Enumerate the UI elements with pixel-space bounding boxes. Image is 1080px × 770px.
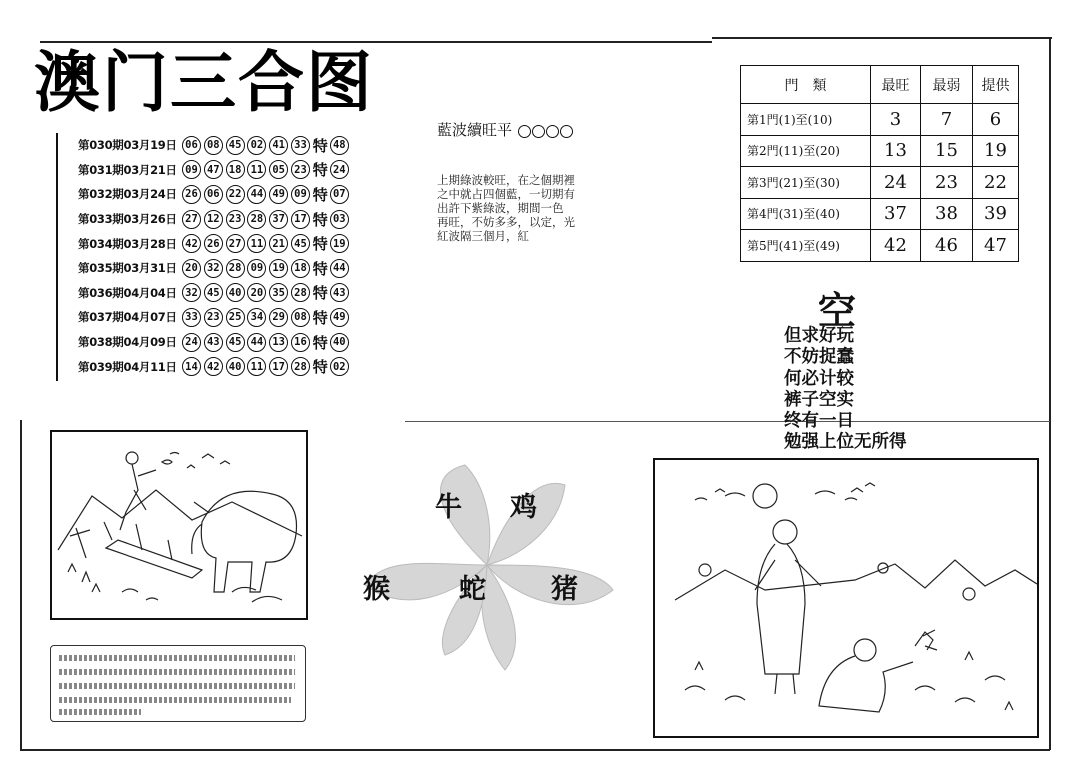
special-number-ball: 49	[330, 308, 349, 327]
draw-number-ball: 45	[226, 333, 245, 352]
draw-number-ball: 28	[226, 259, 245, 278]
special-marker: 特	[312, 136, 328, 155]
draw-period-label: 第036期04月04日	[78, 285, 177, 300]
doors-cell: 24	[871, 167, 921, 199]
draw-number-ball: 29	[269, 308, 288, 327]
draw-row	[78, 158, 349, 183]
doors-cell: 3	[871, 104, 921, 136]
doors-cell: 39	[973, 198, 1019, 230]
draw-number-ball: 09	[182, 160, 201, 179]
ox-plough-illustration	[50, 430, 308, 620]
draw-number-ball: 05	[269, 160, 288, 179]
poem-line: 不妨捉蠢	[784, 347, 854, 368]
special-number-ball: 24	[330, 160, 349, 179]
draw-number-ball: 08	[204, 136, 223, 155]
special-number-ball: 03	[330, 210, 349, 229]
draw-number-ball: 20	[247, 283, 266, 302]
ox-plough-drawing	[52, 432, 306, 618]
draw-number-ball: 18	[226, 160, 245, 179]
doors-cell: 19	[973, 135, 1019, 167]
draw-period-label: 第033期03月26日	[78, 212, 177, 227]
doors-row-label: 第3門(21)至(30)	[741, 167, 871, 199]
doors-cell: 38	[921, 198, 973, 230]
poem-line: 终有一日	[784, 411, 854, 432]
doors-cell: 15	[921, 135, 973, 167]
draw-row	[78, 182, 349, 207]
frame-bottom-line	[20, 749, 1050, 751]
draw-number-ball: 18	[291, 259, 310, 278]
doors-row	[741, 135, 1019, 167]
draw-number-ball: 33	[182, 308, 201, 327]
draw-number-ball: 12	[204, 210, 223, 229]
figures-field-drawing	[655, 460, 1037, 736]
faded-text-texture	[51, 646, 303, 719]
wave-line: 再旺，不妨多多，以定，光	[437, 215, 575, 229]
special-marker: 特	[312, 308, 328, 327]
doors-cell: 13	[871, 135, 921, 167]
special-number-ball: 43	[330, 283, 349, 302]
draw-number-ball: 32	[182, 283, 201, 302]
doors-row-label: 第4門(31)至(40)	[741, 198, 871, 230]
figures-field-illustration	[653, 458, 1039, 738]
draw-period-label: 第037期04月07日	[78, 310, 177, 325]
draw-number-ball: 23	[291, 160, 310, 179]
special-number-ball: 07	[330, 185, 349, 204]
special-marker: 特	[312, 284, 328, 303]
draw-number-ball: 40	[226, 283, 245, 302]
draw-number-ball: 13	[269, 333, 288, 352]
frame-top-right-line	[712, 37, 1052, 39]
doors-row	[741, 198, 1019, 230]
wave-line: 之中就占四個藍，一切期有	[437, 187, 575, 201]
doors-cell: 47	[973, 230, 1019, 262]
special-marker: 特	[312, 210, 328, 229]
draw-number-ball: 11	[247, 160, 266, 179]
doors-row	[741, 167, 1019, 199]
draw-number-ball: 19	[269, 259, 288, 278]
draw-row	[78, 330, 349, 355]
wave-line: 上期綠波較旺，在之個期裡	[437, 173, 575, 187]
draw-number-ball: 28	[291, 283, 310, 302]
draw-number-ball: 27	[226, 234, 245, 253]
frame-mid-line	[405, 421, 1050, 422]
special-number-ball: 44	[330, 259, 349, 278]
draw-number-ball: 37	[269, 210, 288, 229]
special-marker: 特	[312, 161, 328, 180]
draw-number-ball: 43	[204, 333, 223, 352]
doors-cell: 6	[973, 104, 1019, 136]
draw-number-ball: 42	[204, 357, 223, 376]
frame-left-line	[20, 420, 22, 750]
zodiac-pig: 猪	[551, 574, 578, 605]
draw-period-label: 第035期03月31日	[78, 261, 177, 276]
flower-petals	[355, 455, 620, 675]
draw-number-ball: 33	[291, 136, 310, 155]
doors-header: 最弱	[921, 66, 973, 104]
draw-number-ball: 40	[226, 357, 245, 376]
special-marker: 特	[312, 235, 328, 254]
special-number-ball: 48	[330, 136, 349, 155]
draw-period-label: 第039期04月11日	[78, 359, 177, 374]
doors-table	[740, 65, 1019, 262]
draw-number-ball: 06	[182, 136, 201, 155]
draw-period-label: 第030期03月19日	[78, 138, 177, 153]
doors-cell: 22	[973, 167, 1019, 199]
doors-cell: 46	[921, 230, 973, 262]
draw-period-label: 第032期03月24日	[78, 187, 177, 202]
poem-line: 勉强上位无所得	[784, 432, 907, 453]
draw-number-ball: 23	[204, 308, 223, 327]
draw-number-ball: 14	[182, 357, 201, 376]
draw-number-ball: 11	[247, 234, 266, 253]
draw-results-list	[56, 133, 374, 381]
zodiac-monkey: 猴	[363, 574, 390, 605]
mini-ball-icon	[546, 125, 559, 138]
zodiac-flower	[355, 455, 620, 675]
draw-number-ball: 27	[182, 210, 201, 229]
special-marker: 特	[312, 259, 328, 278]
draw-number-ball: 32	[204, 259, 223, 278]
draw-period-label: 第038期04月09日	[78, 335, 177, 350]
draw-number-ball: 28	[291, 357, 310, 376]
draw-number-ball: 17	[269, 357, 288, 376]
special-number-ball: 40	[330, 333, 349, 352]
draw-number-ball: 45	[226, 136, 245, 155]
mini-ball-icon	[532, 125, 545, 138]
draw-number-ball: 24	[182, 333, 201, 352]
draw-number-ball: 47	[204, 160, 223, 179]
draw-number-ball: 44	[247, 333, 266, 352]
draw-number-ball: 09	[291, 185, 310, 204]
draw-number-ball: 23	[226, 210, 245, 229]
draw-number-ball: 16	[291, 333, 310, 352]
draw-number-ball: 28	[247, 210, 266, 229]
doors-cell: 42	[871, 230, 921, 262]
draw-row	[78, 281, 349, 306]
draw-number-ball: 02	[247, 136, 266, 155]
draw-row	[78, 354, 349, 379]
draw-number-ball: 22	[226, 185, 245, 204]
special-number-ball: 19	[330, 234, 349, 253]
doors-cell: 7	[921, 104, 973, 136]
draw-number-ball: 25	[226, 308, 245, 327]
draw-row	[78, 305, 349, 330]
poem-title: 空	[818, 288, 857, 333]
draw-number-ball: 35	[269, 283, 288, 302]
zodiac-ox: 牛	[435, 492, 462, 523]
special-marker: 特	[312, 333, 328, 352]
doors-row	[741, 230, 1019, 262]
wave-paragraph	[437, 173, 667, 243]
draw-number-ball: 11	[247, 357, 266, 376]
draw-number-ball: 41	[269, 136, 288, 155]
doors-header: 最旺	[871, 66, 921, 104]
mini-ball-icon	[560, 125, 573, 138]
special-number-ball: 02	[330, 357, 349, 376]
draw-number-ball: 06	[204, 185, 223, 204]
doors-row-label: 第5門(41)至(49)	[741, 230, 871, 262]
doors-header-row	[741, 66, 1019, 104]
draw-row	[78, 231, 349, 256]
doors-row-label: 第1門(1)至(10)	[741, 104, 871, 136]
poem-line: 裤子空实	[784, 389, 854, 410]
poem	[784, 326, 907, 454]
draw-number-ball: 34	[247, 308, 266, 327]
draw-number-ball: 08	[291, 308, 310, 327]
faded-text-box	[50, 645, 306, 722]
zodiac-snake: 蛇	[459, 574, 486, 605]
draw-number-ball: 26	[182, 185, 201, 204]
special-marker: 特	[312, 185, 328, 204]
special-marker: 特	[312, 358, 328, 377]
doors-row-label: 第2門(11)至(20)	[741, 135, 871, 167]
draw-number-ball: 44	[247, 185, 266, 204]
frame-top-line	[40, 41, 712, 43]
draw-number-ball: 21	[269, 234, 288, 253]
draw-number-ball: 49	[269, 185, 288, 204]
frame-right-line	[1049, 38, 1051, 750]
draw-number-ball: 45	[291, 234, 310, 253]
page-title: 澳门三合图	[34, 44, 374, 121]
draw-number-ball: 20	[182, 259, 201, 278]
zodiac-rooster: 鸡	[510, 492, 537, 523]
draw-period-label: 第034期03月28日	[78, 236, 177, 251]
doors-header: 提供	[973, 66, 1019, 104]
doors-cell: 37	[871, 198, 921, 230]
poem-line: 何必计较	[784, 368, 854, 389]
doors-cell: 23	[921, 167, 973, 199]
draw-number-ball: 17	[291, 210, 310, 229]
draw-row	[78, 256, 349, 281]
doors-row	[741, 104, 1019, 136]
draw-row	[78, 133, 349, 158]
wave-line: 紅波隔三個月，紅	[437, 229, 529, 243]
draw-period-label: 第031期03月21日	[78, 162, 177, 177]
draw-number-ball: 26	[204, 234, 223, 253]
wave-line: 出許下紫綠波，期間一色	[437, 201, 564, 215]
wave-title: 藍波續旺平	[437, 121, 513, 139]
draw-number-ball: 45	[204, 283, 223, 302]
draw-number-ball: 09	[247, 259, 266, 278]
draw-number-ball: 42	[182, 234, 201, 253]
draw-row	[78, 207, 349, 232]
poem-line: 但求好玩	[784, 326, 854, 346]
mini-ball-icon	[518, 125, 531, 138]
wave-heading	[437, 119, 573, 140]
doors-header: 門 類	[741, 66, 871, 104]
